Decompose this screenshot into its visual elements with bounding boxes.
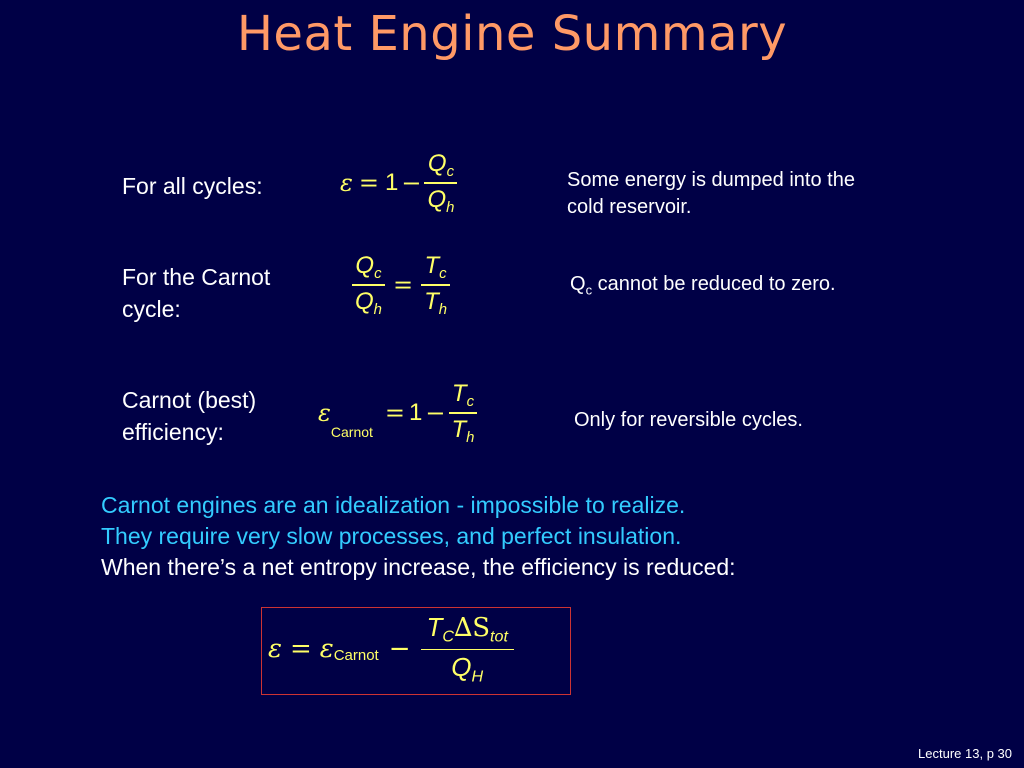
slide-footer: Lecture 13, p 30 <box>918 746 1012 761</box>
carnot-subscript: Carnot <box>333 646 379 664</box>
qc-over-qh-ratio: $\frac{Q_c}{Q_h}$ <box>352 252 385 318</box>
carnot-ratio-equation <box>352 252 450 318</box>
carnot-subscript: Carnot <box>330 423 373 440</box>
tc-over-th-ratio: $\frac{T_c}{T_h}$ <box>421 252 450 318</box>
equals-sign: = <box>358 168 379 197</box>
epsilon-symbol: ε <box>340 168 353 197</box>
carnot-efficiency-label: Carnot (best) efficiency: <box>122 387 257 445</box>
tc-delta-s-over-qh: $\frac{T_C\Delta S_{tot}}{Q_H}$ <box>421 612 514 687</box>
qc-not-zero-note: $Q_c$ cannot be reduced to zero. <box>570 273 836 298</box>
one: 1 <box>385 168 399 196</box>
carnot-cycle-label: For the Carnot cycle: <box>122 264 271 322</box>
equals-sign: = <box>289 634 312 665</box>
all-cycles-label: For all cycles: <box>122 173 263 199</box>
efficiency-equation <box>340 150 457 216</box>
minus-sign: − <box>401 168 422 197</box>
equals-sign: = <box>392 270 414 299</box>
dumped-energy-note: Some energy is dumped into the cold reservoir. <box>567 169 855 218</box>
tc-over-th: $\frac{T_c}{T_h}$ <box>449 380 478 446</box>
epsilon-symbol: ε <box>318 398 331 427</box>
equals-sign: = <box>384 398 406 427</box>
one: 1 <box>409 398 423 426</box>
reversible-note: Only for reversible cycles. <box>574 409 803 431</box>
minus-sign: − <box>388 634 411 665</box>
epsilon-symbol: ε <box>268 634 282 665</box>
qc-over-qh: $\frac{Q_c}{Q_h}$ <box>424 150 457 216</box>
slide-title: Heat Engine Summary <box>236 6 788 62</box>
body-line-1: Carnot engines are an idealization - impossible to realize. <box>101 492 686 518</box>
epsilon-symbol: ε <box>319 634 334 665</box>
reduced-efficiency-equation <box>268 612 514 687</box>
body-line-3: When there’s a net entropy increase, the efficiency is reduced: <box>101 554 736 580</box>
body-line-2: They require very slow processes, and perfect insulation. <box>101 523 682 549</box>
carnot-efficiency-equation <box>318 380 477 446</box>
minus-sign: − <box>425 398 446 427</box>
